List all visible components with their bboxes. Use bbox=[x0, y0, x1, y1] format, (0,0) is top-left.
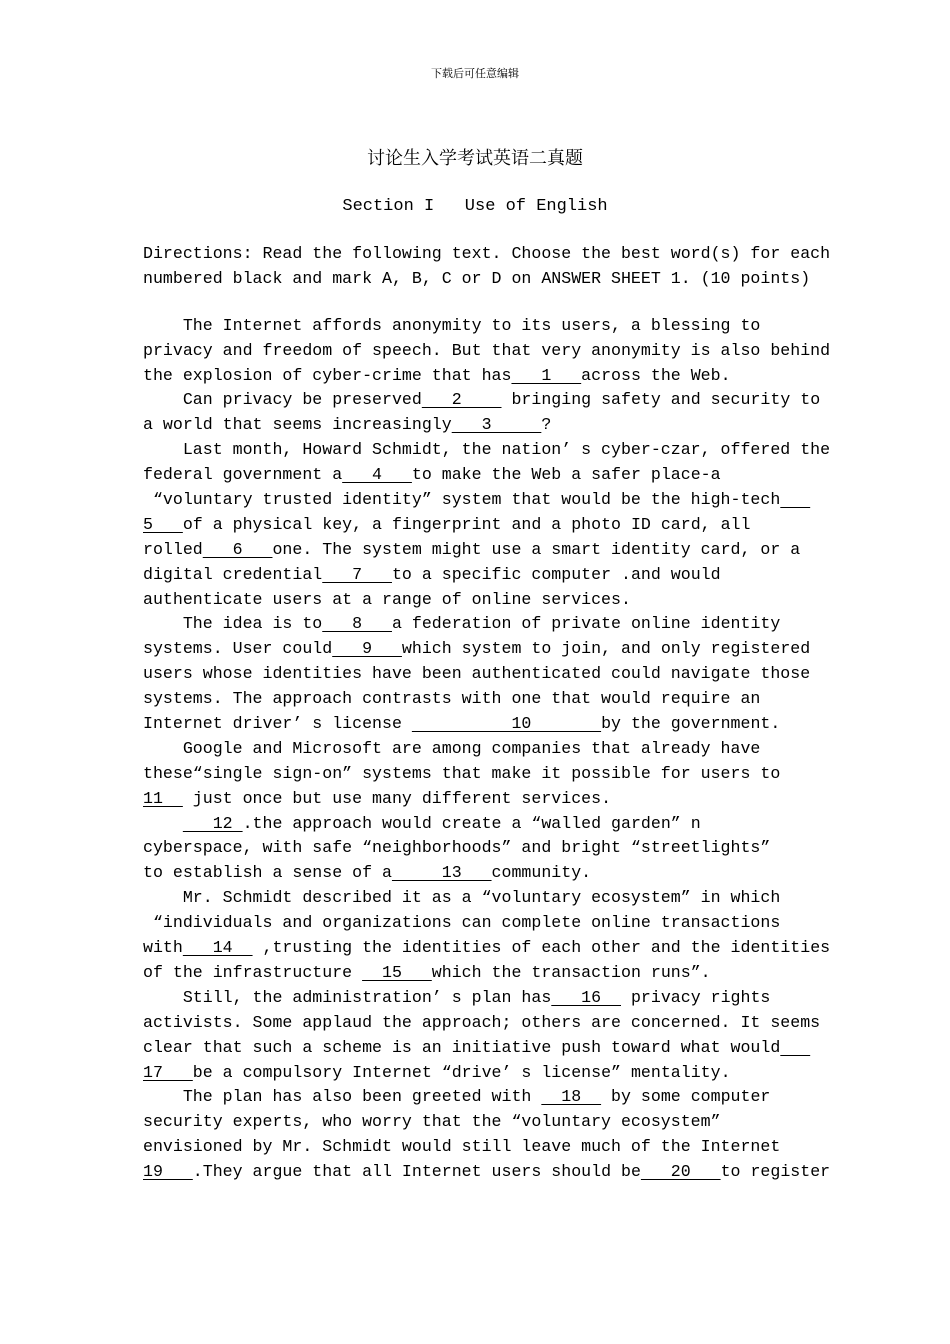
text-run: of a physical key, a fingerprint and a photo ID card, all bbox=[182, 514, 751, 534]
answer-blank: 13 bbox=[391, 863, 492, 883]
text-run: The plan has also been greeted with bbox=[143, 1087, 542, 1107]
section-heading: Section I Use of English bbox=[342, 197, 608, 216]
text-run: bringing safety and security to bbox=[501, 390, 821, 410]
text-run: privacy and freedom of speech. But that very anonymity is also behind bbox=[143, 340, 831, 360]
text-run: users whose identities have been authenticated could navigate those bbox=[143, 664, 811, 684]
passage-line bbox=[143, 762, 815, 787]
directions-line: Directions: Read the following text. Choose the best word(s) for each bbox=[143, 244, 831, 263]
passage-line bbox=[143, 1036, 815, 1061]
passage-line bbox=[143, 886, 815, 911]
text-run: to register bbox=[720, 1162, 831, 1182]
passage-line bbox=[143, 314, 815, 339]
passage-line bbox=[143, 787, 815, 812]
text-run: security experts, who worry that the “voluntary ecosystem” bbox=[143, 1112, 721, 1132]
passage-line bbox=[143, 612, 815, 637]
answer-blank: 2 bbox=[421, 390, 502, 410]
text-run: Internet driver’ s license bbox=[143, 714, 412, 734]
answer-blank: 9 bbox=[332, 639, 402, 659]
text-run: systems. The approach contrasts with one that would require an bbox=[143, 689, 761, 709]
text-run: to make the Web a safer place-a bbox=[411, 465, 721, 485]
answer-blank: 18 bbox=[541, 1087, 602, 1107]
passage-line bbox=[143, 364, 815, 389]
passage-line bbox=[143, 737, 815, 762]
passage-line bbox=[143, 662, 815, 687]
text-run: privacy rights bbox=[621, 987, 771, 1007]
passage-line bbox=[143, 588, 815, 613]
passage-line bbox=[143, 1110, 815, 1135]
passage-line bbox=[143, 1135, 815, 1160]
answer-blank: 19 bbox=[143, 1162, 193, 1182]
passage-line bbox=[143, 911, 815, 936]
page-title: 讨论生入学考试英语二真题 bbox=[367, 148, 583, 169]
passage-line bbox=[143, 712, 815, 737]
passage-line bbox=[143, 1011, 821, 1036]
passage-line bbox=[143, 936, 831, 961]
answer-blank: 11 bbox=[143, 788, 183, 808]
text-run: to establish a sense of a bbox=[143, 863, 392, 883]
passage-line bbox=[143, 861, 815, 886]
passage-line bbox=[143, 438, 831, 463]
answer-blank: 14 bbox=[182, 938, 253, 958]
text-run: Google and Microsoft are among companies that already have bbox=[143, 738, 761, 758]
text-run: activists. Some applaud the approach; others are concerned. It seems bbox=[143, 1012, 821, 1032]
answer-blank: 10 bbox=[411, 714, 602, 734]
text-run: .the approach would create a “walled garden” n bbox=[242, 813, 701, 833]
text-run: rolled bbox=[143, 539, 203, 559]
directions-line: numbered black and mark A, B, C or D on ANSWER SHEET 1. (10 points) bbox=[143, 268, 811, 288]
text-run: the explosion of cyber-crime that has bbox=[143, 365, 512, 385]
answer-blank: 16 bbox=[551, 987, 621, 1007]
text-run bbox=[143, 814, 183, 833]
answer-blank: 15 bbox=[362, 962, 432, 982]
text-run: “individuals and organizations can complete online transactions bbox=[143, 913, 781, 933]
text-run: envisioned by Mr. Schmidt would still leave much of the Internet bbox=[143, 1137, 781, 1157]
text-run: Still, the administration’ s plan has bbox=[143, 987, 552, 1007]
text-run: .They argue that all Internet users should be bbox=[192, 1162, 641, 1182]
passage-line bbox=[143, 538, 815, 563]
passage-line bbox=[143, 1085, 815, 1110]
text-run: cyberspace, with safe “neighborhoods” and bright “streetlights” bbox=[143, 838, 771, 858]
text-run: community. bbox=[491, 863, 592, 883]
answer-blank bbox=[780, 490, 810, 509]
text-run: just once but use many different services. bbox=[182, 788, 612, 808]
text-run: Last month, Howard Schmidt, the nation’ s cyber-czar, offered the bbox=[143, 440, 831, 460]
passage-line bbox=[143, 812, 815, 837]
text-run: Can privacy be preserved bbox=[143, 390, 422, 410]
passage-line bbox=[143, 836, 815, 861]
header-note: 下载后可任意编辑 bbox=[431, 67, 519, 80]
passage-line bbox=[143, 488, 815, 513]
text-run: which system to join, and only registered bbox=[401, 639, 811, 659]
text-run: federal government a bbox=[143, 465, 343, 485]
text-run: a world that seems increasingly bbox=[143, 415, 452, 435]
answer-blank: 7 bbox=[322, 564, 392, 584]
answer-blank: 17 bbox=[143, 1062, 193, 1082]
text-run: by the government. bbox=[601, 714, 781, 734]
text-run: to a specific computer .and would bbox=[391, 564, 721, 584]
text-run: Mr. Schmidt described it as a “voluntary ecosystem” in which bbox=[143, 888, 781, 908]
answer-blank: 20 bbox=[640, 1162, 721, 1182]
text-run: clear that such a scheme is an initiative push toward what would bbox=[143, 1037, 781, 1057]
passage-line bbox=[143, 563, 815, 588]
text-run: with bbox=[143, 938, 183, 958]
passage-line bbox=[143, 513, 815, 538]
text-run: ,trusting the identities of each other and the identities bbox=[252, 938, 831, 958]
text-run: The idea is to bbox=[143, 614, 323, 634]
answer-blank bbox=[780, 1038, 810, 1057]
passage-line bbox=[143, 1061, 815, 1086]
passage-line bbox=[143, 413, 815, 438]
answer-blank: 1 bbox=[511, 365, 582, 385]
answer-blank: 5 bbox=[143, 514, 183, 534]
answer-blank: 3 bbox=[451, 415, 542, 435]
passage-line bbox=[143, 388, 821, 413]
text-run: of the infrastructure bbox=[143, 962, 363, 982]
text-run: a federation of private online identity bbox=[391, 614, 781, 634]
passage-line bbox=[143, 687, 815, 712]
passage-line bbox=[143, 339, 831, 364]
passage-line bbox=[143, 1160, 831, 1185]
passage-line bbox=[143, 463, 815, 488]
text-run: be a compulsory Internet “drive’ s license” mentality. bbox=[192, 1062, 731, 1082]
text-run: across the Web. bbox=[581, 365, 731, 385]
text-run: by some computer bbox=[601, 1087, 771, 1107]
answer-blank: 6 bbox=[202, 539, 273, 559]
text-run: “voluntary trusted identity” system that would be the high-tech bbox=[143, 490, 781, 510]
text-run: which the transaction runs”. bbox=[431, 962, 711, 982]
passage bbox=[143, 314, 831, 1185]
passage-line bbox=[143, 637, 815, 662]
text-run: ? bbox=[541, 415, 552, 435]
document-body bbox=[143, 242, 831, 1185]
passage-line bbox=[143, 986, 815, 1011]
text-run: these“single sign-on” systems that make it possible for users to bbox=[143, 763, 781, 783]
answer-blank: 4 bbox=[342, 465, 412, 485]
passage-line bbox=[143, 961, 815, 986]
paragraph-gap bbox=[143, 292, 815, 314]
answer-blank: 12 bbox=[182, 813, 243, 833]
text-run: authenticate users at a range of online services. bbox=[143, 589, 631, 609]
answer-blank: 8 bbox=[322, 614, 392, 634]
text-run: The Internet affords anonymity to its users, a blessing to bbox=[143, 315, 761, 335]
text-run: digital credential bbox=[143, 564, 323, 584]
text-run: one. The system might use a smart identity card, or a bbox=[272, 539, 801, 559]
text-run: systems. User could bbox=[143, 639, 333, 659]
